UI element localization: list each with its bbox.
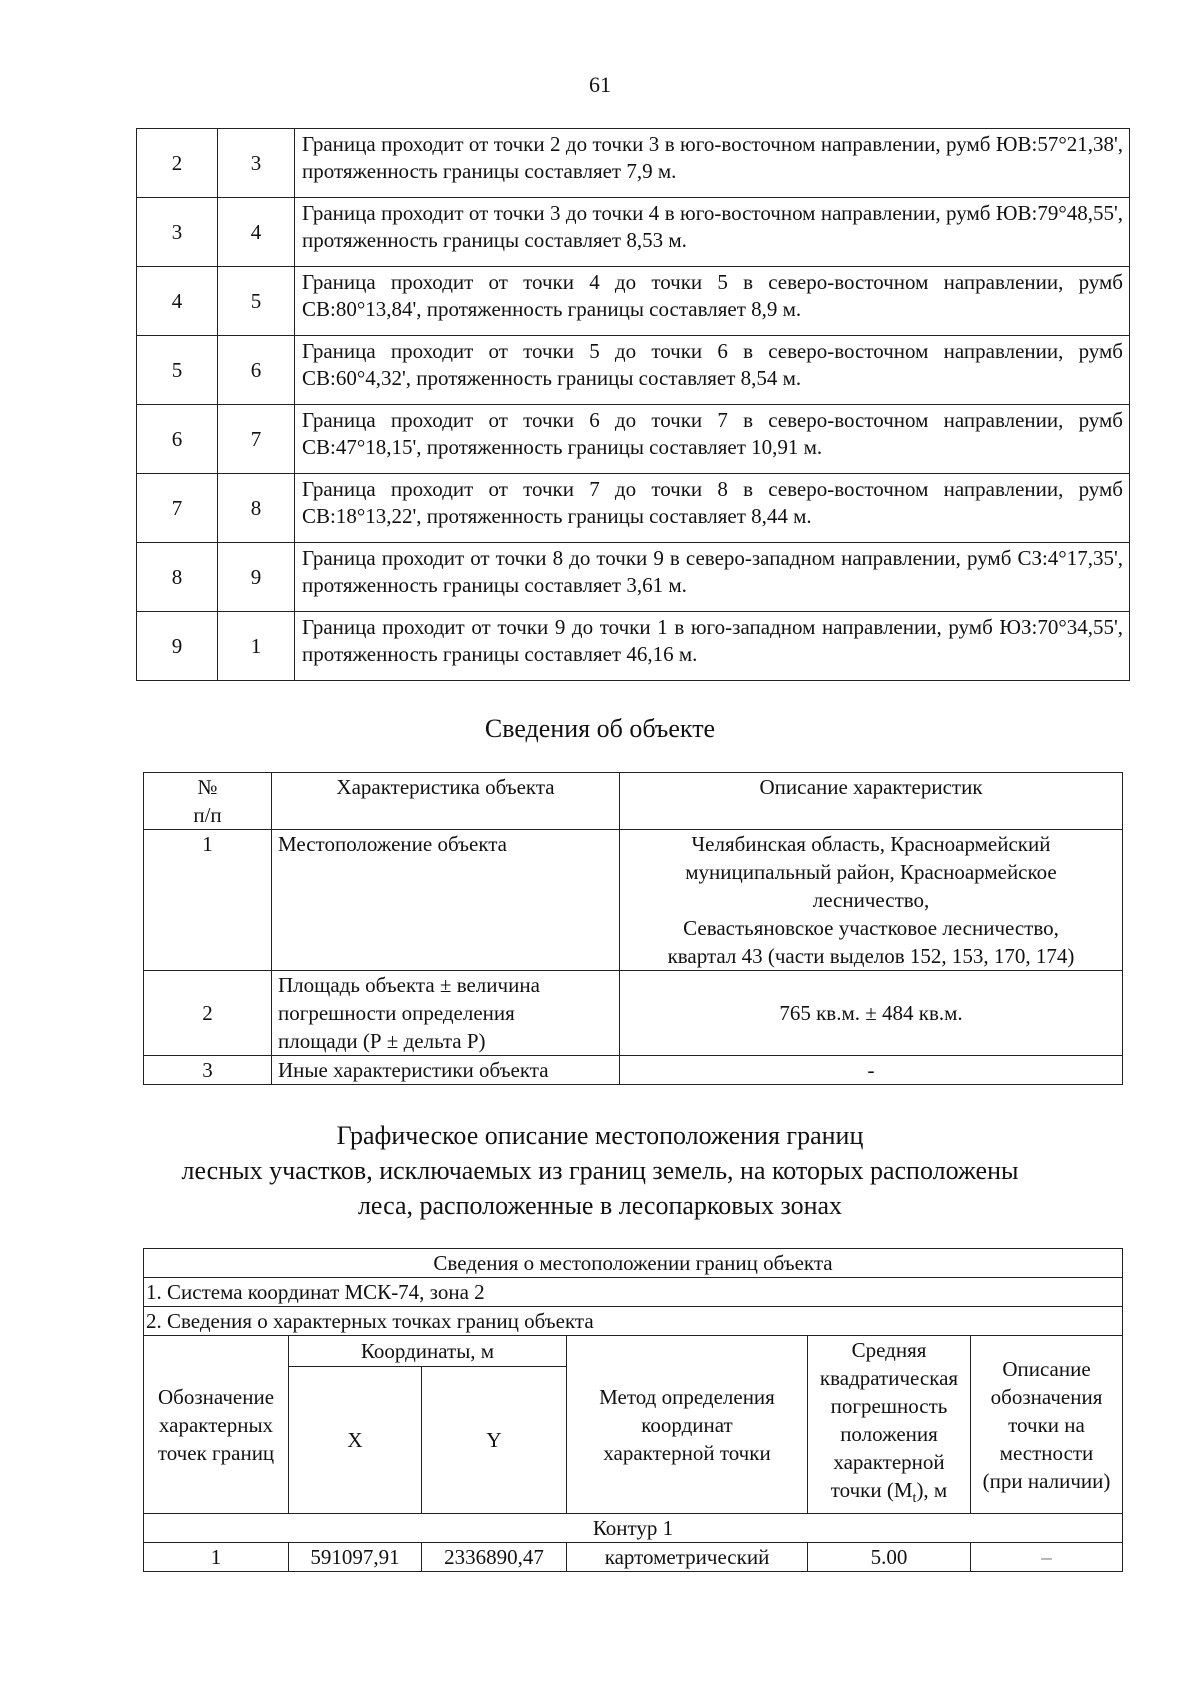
from-point: 9	[137, 612, 218, 681]
error-value: 5.00	[808, 1543, 971, 1572]
to-point: 5	[218, 267, 295, 336]
from-point: 2	[137, 129, 218, 198]
col-method: Метод определения координат характерной точки	[567, 1336, 808, 1514]
coordinates-table	[143, 1248, 1123, 1572]
to-point: 7	[218, 405, 295, 474]
to-point: 4	[218, 198, 295, 267]
from-point: 5	[137, 336, 218, 405]
boundary-description: Граница проходит от точки 9 до точки 1 в юго-западном направлении, румб ЮЗ:70°34,55', протяженность границы составляет 46,16 м.	[295, 612, 1130, 681]
header-num: № п/п	[144, 773, 272, 830]
point-description-value: –	[971, 1543, 1123, 1572]
boundary-row	[137, 543, 1130, 612]
to-point: 6	[218, 336, 295, 405]
to-point: 9	[218, 543, 295, 612]
method-value: картометрический	[567, 1543, 808, 1572]
header-description: Описание характеристик	[620, 773, 1123, 830]
boundary-description: Граница проходит от точки 3 до точки 4 в юго-восточном направлении, румб ЮВ:79°48,55', протяженность границы составляет 8,53 м.	[295, 198, 1130, 267]
row-characteristic: Местоположение объекта	[272, 830, 620, 971]
contour-row	[144, 1514, 1123, 1543]
row-description: 765 кв.м. ± 484 кв.м.	[620, 971, 1123, 1056]
contour-label: Контур 1	[144, 1514, 1123, 1543]
object-info-row	[144, 1056, 1123, 1085]
coord-header-row	[144, 1249, 1123, 1278]
boundary-description: Граница проходит от точки 5 до точки 6 в северо-восточном направлении, румб СВ:60°4,32', протяженность границы составляет 8,54 м.	[295, 336, 1130, 405]
object-info-row	[144, 971, 1123, 1056]
coordinate-row	[144, 1543, 1123, 1572]
boundary-table	[136, 128, 1130, 681]
object-info-row	[144, 830, 1123, 971]
col-coordinates: Координаты, м	[289, 1336, 567, 1367]
page-number: 61	[589, 72, 611, 97]
row-characteristic: Площадь объекта ± величина погрешности определения площади (Р ± дельта Р)	[272, 971, 620, 1056]
coordinate-system: 1. Система координат МСК-74, зона 2	[144, 1278, 1123, 1307]
col-x: X	[289, 1367, 422, 1514]
from-point: 6	[137, 405, 218, 474]
to-point: 8	[218, 474, 295, 543]
row-num: 1	[144, 830, 272, 971]
from-point: 3	[137, 198, 218, 267]
boundary-row	[137, 198, 1130, 267]
header-characteristic: Характеристика объекта	[272, 773, 620, 830]
boundary-description: Граница проходит от точки 8 до точки 9 в северо-западном направлении, румб СЗ:4°17,35', протяженность границы составляет 3,61 м.	[295, 543, 1130, 612]
boundary-row	[137, 405, 1130, 474]
row-description: Челябинская область, Красноармейский муниципальный район, Красноармейское лесничество, Севастьяновское участковое лесничество, квартал 43 (части выделов 152, 153, 170, 174)	[620, 830, 1123, 971]
boundary-row	[137, 612, 1130, 681]
col-point-description: Описание обозначения точки на местности (при наличии)	[971, 1336, 1123, 1514]
from-point: 4	[137, 267, 218, 336]
to-point: 3	[218, 129, 295, 198]
graphic-description-title: Графическое описание местоположения границ лесных участков, исключаемых из границ земель, на которых расположены леса, расположенные в лесопарковых зонах	[181, 1121, 1019, 1220]
coord-table-header: Сведения о местоположении границ объекта	[144, 1249, 1123, 1278]
col-y: Y	[422, 1367, 567, 1514]
boundary-description: Граница проходит от точки 7 до точки 8 в северо-восточном направлении, румб СВ:18°13,22', протяженность границы составляет 8,44 м.	[295, 474, 1130, 543]
boundary-description: Граница проходит от точки 2 до точки 3 в юго-восточном направлении, румб ЮВ:57°21,38', протяженность границы составляет 7,9 м.	[295, 129, 1130, 198]
point-id: 1	[144, 1543, 289, 1572]
col-error: Средняя квадратическая погрешность положения характерной точки $(M_t)$, м	[808, 1336, 971, 1514]
object-info-table	[143, 772, 1123, 1085]
boundary-row	[137, 474, 1130, 543]
object-info-title: Сведения об объекте	[484, 714, 716, 743]
boundary-row	[137, 336, 1130, 405]
x-value: 591097,91	[289, 1543, 422, 1572]
y-value: 2336890,47	[422, 1543, 567, 1572]
boundary-row	[137, 129, 1130, 198]
boundary-description: Граница проходит от точки 6 до точки 7 в северо-восточном направлении, румб СВ:47°18,15', протяженность границы составляет 10,91 м.	[295, 405, 1130, 474]
from-point: 7	[137, 474, 218, 543]
row-characteristic: Иные характеристики объекта	[272, 1056, 620, 1085]
object-info-header-row	[144, 773, 1123, 830]
boundary-description: Граница проходит от точки 4 до точки 5 в северо-восточном направлении, румб СВ:80°13,84', протяженность границы составляет 8,9 м.	[295, 267, 1130, 336]
coord-points-title-row	[144, 1307, 1123, 1336]
points-title: 2. Сведения о характерных точках границ объекта	[144, 1307, 1123, 1336]
coord-columns-row	[144, 1336, 1123, 1367]
boundary-row	[137, 267, 1130, 336]
row-description: -	[620, 1056, 1123, 1085]
row-num: 2	[144, 971, 272, 1056]
to-point: 1	[218, 612, 295, 681]
coord-system-row	[144, 1278, 1123, 1307]
from-point: 8	[137, 543, 218, 612]
col-designation: Обозначение характерных точек границ	[144, 1336, 289, 1514]
row-num: 3	[144, 1056, 272, 1085]
